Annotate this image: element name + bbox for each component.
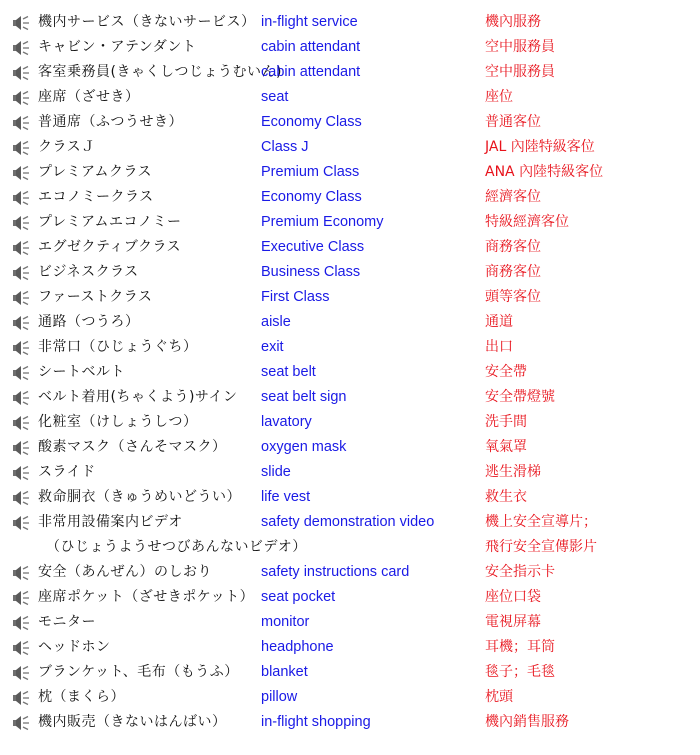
speaker-icon[interactable] (12, 40, 30, 56)
chinese-term: 安全帶 (485, 364, 527, 380)
japanese-term: 機内サービス（きないサービス） (38, 14, 256, 30)
chinese-term: 安全帶燈號 (485, 389, 555, 405)
japanese-term: モニター (38, 614, 96, 630)
english-term: cabin attendant (261, 39, 361, 55)
english-term: Class J (261, 139, 309, 155)
english-term: lavatory (261, 414, 312, 430)
english-term: Economy Class (261, 114, 362, 130)
japanese-term: エグゼクティブクラス (38, 239, 182, 255)
japanese-term: （ひじょうようせつびあんないビデオ） (46, 539, 307, 555)
english-term: slide (261, 464, 291, 480)
vocab-row (0, 660, 700, 685)
japanese-term: ヘッドホン (38, 639, 111, 655)
vocab-row (0, 60, 700, 85)
vocab-row (0, 85, 700, 110)
vocab-row (0, 310, 700, 335)
vocab-row (0, 10, 700, 35)
vocab-row (0, 485, 700, 510)
vocab-row (0, 185, 700, 210)
english-term: Business Class (261, 264, 361, 280)
vocab-row (0, 160, 700, 185)
vocab-row (0, 560, 700, 585)
speaker-icon[interactable] (12, 490, 30, 506)
chinese-term: 商務客位 (485, 264, 541, 280)
chinese-term: 枕頭 (485, 689, 513, 705)
vocab-row (0, 460, 700, 485)
speaker-icon[interactable] (12, 390, 30, 406)
english-term: pillow (261, 689, 298, 705)
vocab-row (0, 585, 700, 610)
english-term: Executive Class (261, 239, 365, 255)
chinese-term: 空中服務員 (485, 64, 555, 80)
speaker-icon[interactable] (12, 315, 30, 331)
speaker-icon[interactable] (12, 590, 30, 606)
english-term: First Class (261, 289, 330, 305)
english-term: in-flight service (261, 14, 358, 30)
japanese-term: 座席ポケット（ざせきポケット） (38, 589, 255, 605)
japanese-term: 座席（ざせき） (38, 89, 140, 105)
vocab-row (0, 35, 700, 60)
chinese-term: 耳機；耳筒 (485, 639, 555, 655)
chinese-term: 逃生滑梯 (485, 464, 541, 480)
english-term: aisle (261, 314, 291, 330)
english-term: blanket (261, 664, 308, 680)
japanese-term: 普通席（ふつうせき） (38, 114, 183, 130)
vocab-row (0, 335, 700, 360)
chinese-term: 毯子；毛毯 (485, 664, 555, 680)
speaker-icon[interactable] (12, 215, 30, 231)
chinese-term: 飛行安全宣傳影片 (485, 539, 597, 555)
vocab-row (0, 710, 700, 735)
chinese-term: 機內服務 (485, 14, 541, 30)
english-term: cabin attendant (261, 64, 361, 80)
speaker-icon[interactable] (12, 290, 30, 306)
english-term: Premium Class (261, 164, 360, 180)
japanese-term: ファーストクラス (38, 289, 153, 305)
chinese-term: 氧氣罩 (485, 439, 527, 455)
vocab-row (0, 285, 700, 310)
speaker-icon[interactable] (12, 240, 30, 256)
japanese-term: エコノミークラス (38, 189, 154, 205)
japanese-term: 化粧室（けしょうしつ） (38, 414, 198, 430)
vocab-row (0, 210, 700, 235)
japanese-term: ブランケット、毛布（もうふ） (38, 664, 239, 680)
chinese-term: 電視屏幕 (485, 614, 541, 630)
speaker-icon[interactable] (12, 640, 30, 656)
vocab-row (0, 110, 700, 135)
japanese-term: 通路（つうろ） (38, 314, 140, 330)
speaker-icon[interactable] (12, 515, 30, 531)
chinese-term: 安全指示卡 (485, 564, 555, 580)
speaker-icon[interactable] (12, 565, 30, 581)
speaker-icon[interactable] (12, 665, 30, 681)
japanese-term: 酸素マスク（さんそマスク） (38, 439, 227, 455)
japanese-term: プレミアムエコノミー (38, 214, 182, 230)
japanese-term: キャビン・アテンダント (38, 39, 197, 55)
chinese-term: 出口 (485, 339, 513, 355)
vocab-row (0, 410, 700, 435)
english-term: seat belt sign (261, 389, 347, 405)
vocab-row (0, 510, 700, 535)
chinese-term: ANA 內陸特級客位 (485, 164, 604, 180)
vocab-row (0, 610, 700, 635)
vocab-row (0, 135, 700, 160)
english-term: seat belt (261, 364, 316, 380)
speaker-icon[interactable] (12, 265, 30, 281)
japanese-term: シートベルト (38, 364, 125, 380)
vocab-row (0, 635, 700, 660)
chinese-term: 普通客位 (485, 114, 541, 130)
japanese-term: スライド (38, 464, 96, 480)
speaker-icon[interactable] (12, 90, 30, 106)
chinese-term: JAL 內陸特級客位 (485, 139, 595, 155)
speaker-icon[interactable] (12, 715, 30, 731)
speaker-icon[interactable] (12, 365, 30, 381)
english-term: seat (261, 89, 289, 105)
japanese-term: 救命胴衣（きゅうめいどうい） (38, 489, 241, 505)
speaker-icon[interactable] (12, 440, 30, 456)
speaker-icon[interactable] (12, 65, 30, 81)
vocab-row (0, 535, 700, 560)
speaker-icon[interactable] (12, 465, 30, 481)
english-term: exit (261, 339, 284, 355)
speaker-icon[interactable] (12, 615, 30, 631)
chinese-term: 座位 (485, 89, 513, 105)
english-term: oxygen mask (261, 439, 347, 455)
chinese-term: 洗手間 (485, 414, 527, 430)
vocab-row (0, 260, 700, 285)
english-term: life vest (261, 489, 311, 505)
english-term: Economy Class (261, 189, 362, 205)
chinese-term: 空中服務員 (485, 39, 555, 55)
chinese-term: 座位口袋 (485, 589, 541, 605)
vocab-row (0, 385, 700, 410)
chinese-term: 機內銷售服務 (485, 714, 569, 730)
vocab-row (0, 360, 700, 385)
chinese-term: 商務客位 (485, 239, 541, 255)
english-term: safety demonstration video (261, 514, 435, 530)
speaker-icon[interactable] (12, 415, 30, 431)
vocab-row (0, 685, 700, 710)
chinese-term: 機上安全宣導片； (485, 514, 597, 530)
english-term: safety instructions card (261, 564, 410, 580)
english-term: seat pocket (261, 589, 336, 605)
japanese-term: 非常口（ひじょうぐち） (38, 339, 198, 355)
speaker-icon[interactable] (12, 690, 30, 706)
vocab-row (0, 435, 700, 460)
japanese-term: クラスＪ (38, 139, 96, 155)
japanese-term: プレミアムクラス (38, 164, 153, 180)
english-term: headphone (261, 639, 334, 655)
speaker-icon[interactable] (12, 115, 30, 131)
english-term: in-flight shopping (261, 714, 371, 730)
japanese-term: 非常用設備案内ビデオ (38, 514, 183, 530)
japanese-term: ビジネスクラス (38, 264, 139, 280)
chinese-term: 頭等客位 (485, 289, 541, 305)
chinese-term: 特級經濟客位 (485, 214, 569, 230)
speaker-icon[interactable] (12, 165, 30, 181)
chinese-term: 救生衣 (485, 489, 527, 505)
japanese-term: 客室乗務員(きゃくしつじょうむいん) (38, 64, 282, 80)
japanese-term: 安全（あんぜん）のしおり (38, 564, 212, 580)
english-term: Premium Economy (261, 214, 384, 230)
japanese-term: ベルト着用(ちゃくよう)サイン (38, 389, 238, 405)
vocab-row (0, 235, 700, 260)
chinese-term: 經濟客位 (485, 189, 541, 205)
chinese-term: 通道 (485, 314, 513, 330)
speaker-icon[interactable] (12, 190, 30, 206)
japanese-term: 枕（まくら） (38, 689, 125, 705)
japanese-term: 機内販売（きないはんばい） (38, 714, 227, 730)
speaker-icon[interactable] (12, 15, 30, 31)
speaker-icon[interactable] (12, 340, 30, 356)
english-term: monitor (261, 614, 310, 630)
speaker-icon[interactable] (12, 140, 30, 156)
